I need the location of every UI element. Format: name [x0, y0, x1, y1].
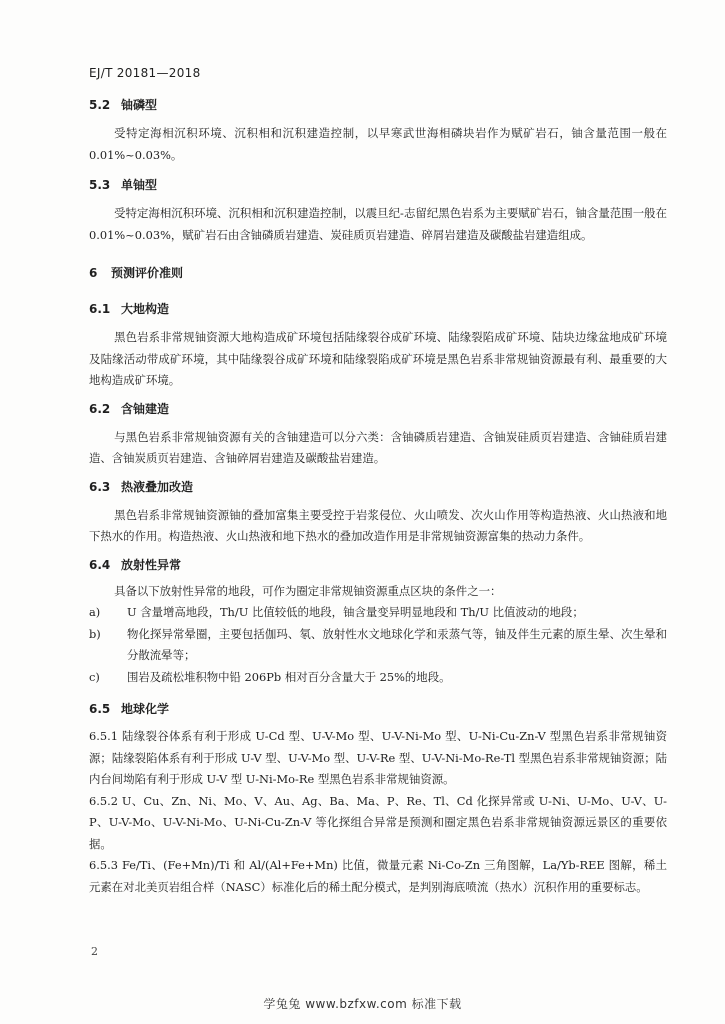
list-item: [89, 667, 667, 689]
standard-number: EJ/T 20181—2018: [89, 66, 201, 80]
section-heading: [89, 478, 667, 496]
section-heading: [89, 176, 667, 194]
list-item: [89, 602, 667, 624]
section-number: 5.3: [89, 178, 111, 192]
paragraph: 与黑色岩系非常规铀资源有关的含铀建造可以分六类：含铀磷质岩建造、含铀炭硅质页岩建造、含铀硅质岩建造、含铀炭质页岩建造、含铀碎屑岩建造及碳酸盐岩建造。: [89, 429, 667, 465]
section-number: 6.5: [89, 702, 111, 716]
section-heading: [89, 400, 667, 418]
paragraph: 6.5.3 Fe/Ti、(Fe+Mn)/Ti 和 Al/(Al+Fe+Mn) 比值，微量元素 Ni-Co-Zn 三角图解，La/Yb-REE 图解，稀土元素在对北美页岩组合样（NASC）标准化后的稀土配分模式，是判别海底喷流（热水）沉积作用的重要标志。: [89, 858, 667, 894]
section-heading: [89, 300, 667, 318]
section-title: 热液叠加改造: [121, 479, 194, 494]
section-title: 铀磷型: [121, 98, 158, 112]
list-item: [89, 624, 667, 667]
list-item-text: 物化探异常晕圈，主要包括伽玛、氡、放射性水文地球化学和汞蒸气等，铀及伴生元素的原生晕、次生晕和分散流晕等；: [127, 626, 667, 662]
section-title: 单铀型: [121, 178, 158, 192]
section-heading: [89, 264, 667, 282]
list-marker: b): [89, 626, 101, 641]
section-number: 6.1: [89, 302, 111, 316]
list-marker: a): [89, 605, 101, 619]
page-content: [89, 96, 667, 898]
list-item-text: 围岩及疏松堆积物中铅 206Pb 相对百分含量大于 25%的地段。: [127, 669, 451, 684]
paragraph: 黑色岩系非常规铀资源大地构造成矿环境包括陆缘裂谷成矿环境、陆缘裂陷成矿环境、陆块边缘盆地成矿环境及陆缘活动带成矿环境，其中陆缘裂谷成矿环境和陆缘裂陷成矿环境是黑色岩系非常规铀资源最有利、最重要的大地构造成矿环境。: [89, 330, 667, 387]
paragraph: 受特定海相沉积环境、沉积相和沉积建造控制，以早寒武世海相磷块岩作为赋矿岩石，铀含量范围一般在 0.01%~0.03%。: [89, 126, 667, 162]
section-heading: [89, 556, 667, 574]
list-item-text: U 含量增高地段，Th/U 比值较低的地段，铀含量变异明显地段和 Th/U 比值波动的地段；: [127, 605, 584, 619]
site-watermark: 学兔兔 www.bzfxw.com 标准下载: [263, 997, 462, 1011]
section-number: 6.2: [89, 401, 111, 416]
paragraph: 6.5.2 U、Cu、Zn、Ni、Mo、V、Au、Ag、Ba、Ma、P、Re、Tl、Cd 化探异常或 U-Ni、U-Mo、U-V、U-P、U-V-Mo、U-V-Ni-Mo、U-Ni-Cu-Zn-V 等化探组合异常是预测和圈定黑色岩系非常规铀资源远景区的重要依据。: [89, 793, 667, 851]
list-marker: c): [89, 669, 100, 684]
paragraph: 具备以下放射性异常的地段，可作为圈定非常规铀资源重点区块的条件之一：: [114, 583, 502, 598]
section-number: 5.2: [89, 98, 111, 112]
section-number: 6.4: [89, 557, 111, 572]
section-title: 大地构造: [121, 302, 170, 316]
section-title: 地球化学: [121, 702, 170, 716]
section-title: 含铀建造: [121, 401, 170, 416]
paragraph: 受特定海相沉积环境、沉积相和沉积建造控制，以震旦纪-志留纪黑色岩系为主要赋矿岩石，铀含量范围一般在 0.01%~0.03%，赋矿岩石由含铀磷质岩建造、炭硅质页岩建造、碎屑岩建造及碳酸盐岩建造组成。: [89, 206, 667, 242]
section-title: 预测评价准则: [111, 266, 184, 280]
paragraph: 黑色岩系非常规铀资源铀的叠加富集主要受控于岩浆侵位、火山喷发、次火山作用等构造热液、火山热液和地下热水的作用。构造热液、火山热液和地下热水的叠加改造作用是非常规铀资源富集的热动力条件。: [89, 507, 667, 543]
section-title: 放射性异常: [121, 557, 182, 572]
section-heading: [89, 700, 667, 718]
section-heading: [89, 96, 667, 114]
page-number: 2: [91, 945, 98, 958]
paragraph: 6.5.1 陆缘裂谷体系有利于形成 U-Cd 型、U-V-Mo 型、U-V-Ni-Mo 型、U-Ni-Cu-Zn-V 型黑色岩系非常规铀资源；陆缘裂陷体系有利于形成 U-V 型、U-V-Mo 型、U-V-Re 型、U-V-Ni-Mo-Re-Tl 型黑色岩系非常规铀资源；陆内台间坳陷有利于形成 U-V 型 U-Ni-Mo-Re 型黑色岩系非常规铀资源。: [89, 729, 667, 786]
section-number: 6: [89, 266, 98, 280]
section-number: 6.3: [89, 479, 111, 494]
